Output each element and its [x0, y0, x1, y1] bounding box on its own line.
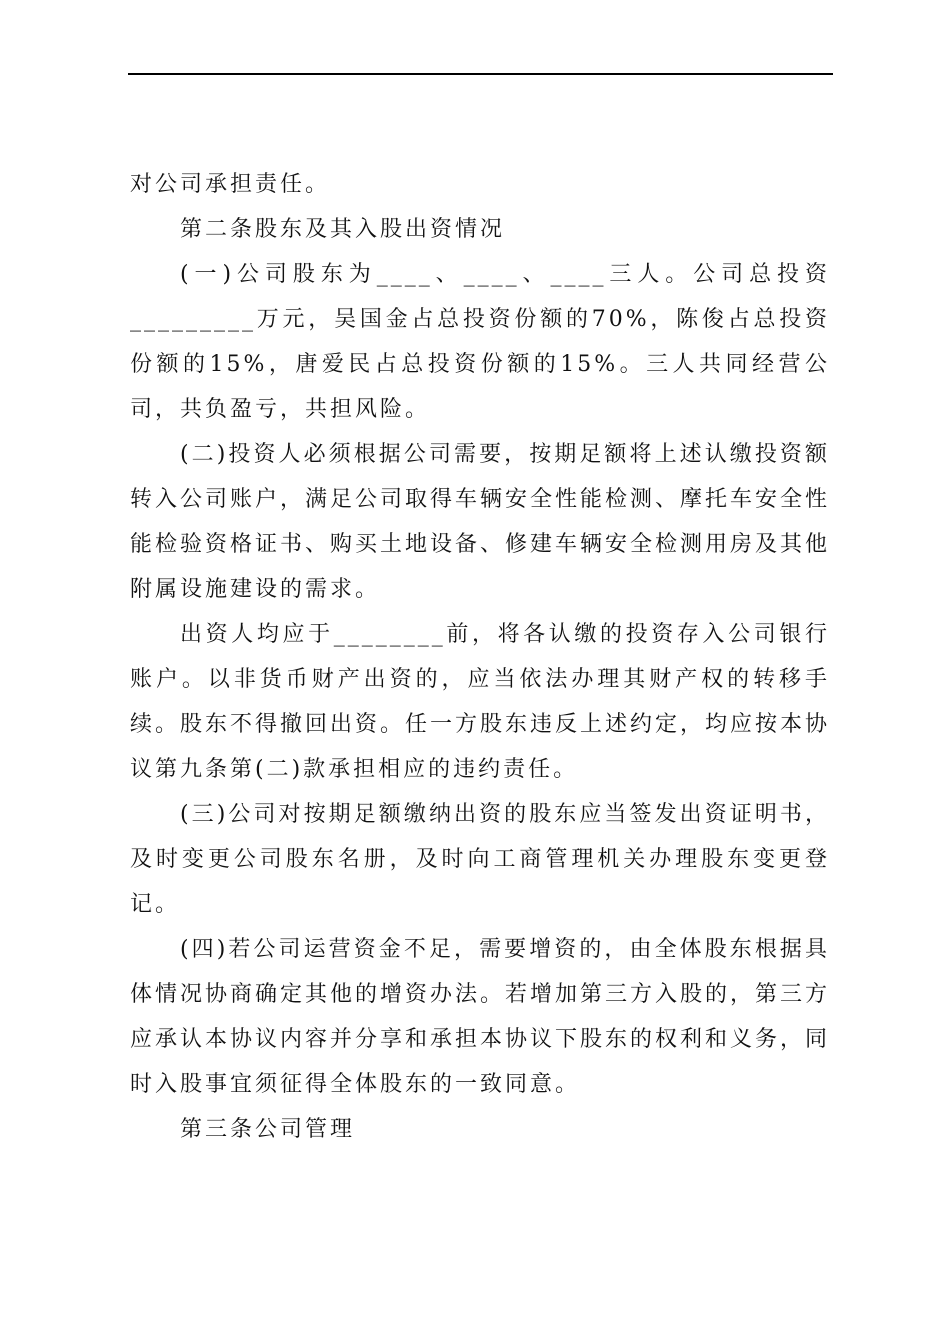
article-heading-2: 第二条股东及其入股出资情况	[180, 217, 506, 242]
article-heading-3: 第三条公司管理	[180, 1117, 356, 1142]
paragraph-continuation: 对公司承担责任。	[130, 172, 331, 197]
paragraph-clause-2: (二)投资人必须根据公司需要，按期足额将上述认缴投资额转入公司账户，满足公司取得车辆安全性能检测、摩托车安全性能检验资格证书、购买土地设备、修建车辆安全检测用房及其他附属设施建设的需求。	[130, 442, 831, 602]
paragraph-clause-4: (四)若公司运营资金不足，需要增资的，由全体股东根据具体情况协商确定其他的增资办法。若增加第三方入股的，第三方应承认本协议内容并分享和承担本协议下股东的权利和义务，同时入股事宜须征得全体股东的一致同意。	[130, 937, 831, 1097]
document-body	[130, 162, 830, 1152]
paragraph-clause-1: (一)公司股东为____、____、____三人。公司总投资_________万元，吴国金占总投资份额的70%，陈俊占总投资份额的15%，唐爱民占总投资份额的15%。三人共同经营公司，共负盈亏，共担风险。	[130, 262, 830, 422]
header-rule	[128, 73, 833, 75]
paragraph-clause-3: (三)公司对按期足额缴纳出资的股东应当签发出资证明书，及时变更公司股东名册，及时向工商管理机关办理股东变更登记。	[130, 802, 830, 917]
paragraph-deadline: 出资人均应于________前，将各认缴的投资存入公司银行账户。以非货币财产出资的，应当依法办理其财产权的转移手续。股东不得撤回出资。任一方股东违反上述约定，均应按本协议第九条第(二)款承担相应的违约责任。	[130, 622, 831, 782]
